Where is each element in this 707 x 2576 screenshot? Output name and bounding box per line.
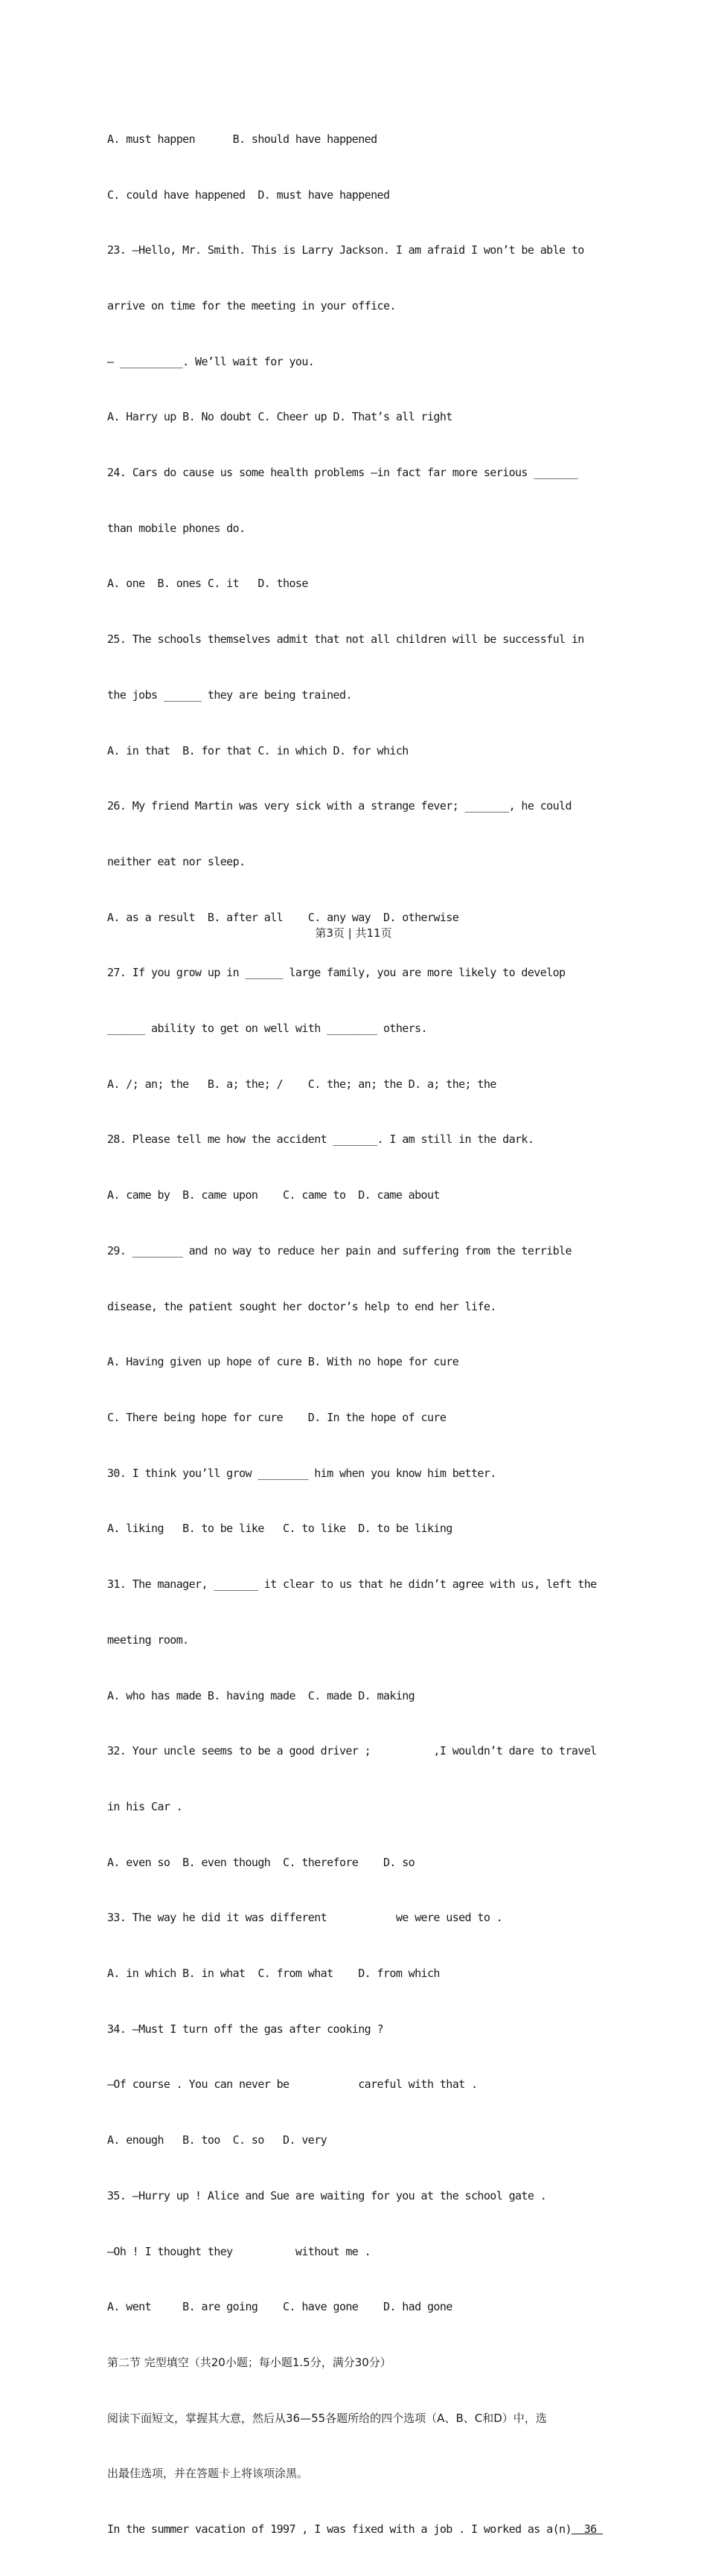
text-line: A. in that B. for that C. in which D. for which (107, 743, 409, 757)
passage-line (107, 2520, 621, 2539)
page-content (107, 93, 621, 2576)
text-line: meeting room. (107, 1633, 189, 1647)
text-line: ______ ability to get on well with ________ others. (107, 1022, 427, 1036)
text-line: neither eat nor sleep. (107, 854, 246, 868)
text-line: 26. My friend Martin was very sick with a strange fever; _______, he could (107, 799, 572, 813)
blank-36: 36 (571, 2522, 604, 2537)
text-line: 30. I think you’ll grow ________ him when you know him better. (107, 1466, 496, 1480)
text-line: —Oh ! I thought they without me . (107, 2244, 371, 2258)
text-line: C. could have happened D. must have happened (107, 188, 390, 202)
text-line: A. Harry up B. No doubt C. Cheer up D. That’s all right (107, 410, 452, 424)
text-line: in his Car . (107, 1799, 183, 1813)
text-line: 33. The way he did it was different we were used to . (107, 1911, 503, 1925)
text-line: A. Having given up hope of cure B. With no hope for cure (107, 1355, 459, 1369)
text-line: 35. —Hurry up ! Alice and Sue are waiting for you at the school gate . (107, 2188, 547, 2202)
text-line: C. There being hope for cure D. In the hope of cure (107, 1410, 447, 1424)
text-line: A. came by B. came upon C. came to D. came about (107, 1188, 440, 1202)
text-line: —Of course . You can never be careful with that . (107, 2077, 478, 2092)
text-line: than mobile phones do. (107, 521, 246, 535)
text-line: 23. —Hello, Mr. Smith. This is Larry Jackson. I am afraid I won’t be able to (107, 243, 584, 257)
text-line: A. must happen B. should have happened (107, 132, 377, 146)
section-heading: 第二节 完型填空（共20小题；每小题1.5分，满分30分） (107, 2355, 391, 2369)
instructions-line-1: 阅读下面短文，掌握其大意，然后从36—55各题所给的四个选项（A、B、C和D）中，选 (107, 2411, 547, 2425)
text-line: 34. —Must I turn off the gas after cooking ? (107, 2022, 383, 2036)
text-line: A. as a result B. after all C. any way D. otherwise (107, 910, 459, 924)
text-line: 32. Your uncle seems to be a good driver ; ,I wouldn’t dare to travel (107, 1744, 597, 1758)
page-footer: 第3页 | 共11页 (315, 926, 392, 940)
text-line: 25. The schools themselves admit that not all children will be successful in (107, 632, 584, 647)
text-line: disease, the patient sought her doctor’s help to end her life. (107, 1299, 496, 1313)
text-line: 24. Cars do cause us some health problems —in fact far more serious _______ (107, 466, 578, 480)
text-line: — __________. We’ll wait for you. (107, 354, 315, 368)
text-line: A. went B. are going C. have gone D. had gone (107, 2300, 452, 2314)
text-line: A. /; an; the B. a; the; / C. the; an; the D. a; the; the (107, 1077, 496, 1091)
text-line: arrive on time for the meeting in your office. (107, 298, 396, 313)
text-line: A. in which B. in what C. from what D. from which (107, 1967, 440, 1981)
text-line: 29. ________ and no way to reduce her pain and suffering from the terrible (107, 1243, 572, 1257)
text-line: A. who has made B. having made C. made D. making (107, 1688, 415, 1702)
text-line: 31. The manager, _______ it clear to us that he didn’t agree with us, left the (107, 1577, 597, 1592)
passage-text: In the summer vacation of 1997 , I was fixed with a job . I worked as a(n) (107, 2522, 572, 2537)
text-line: 28. Please tell me how the accident _______. I am still in the dark. (107, 1132, 534, 1147)
text-line: A. one B. ones C. it D. those (107, 577, 308, 591)
text-line: the jobs ______ they are being trained. (107, 688, 352, 702)
text-line: A. liking B. to be like C. to like D. to be liking (107, 1522, 452, 1536)
text-line: A. even so B. even though C. therefore D. so (107, 1855, 415, 1869)
text-line: A. enough B. too C. so D. very (107, 2133, 327, 2147)
text-line: 27. If you grow up in ______ large family, you are more likely to develop (107, 966, 566, 980)
instructions-line-2: 出最佳选项，并在答题卡上将该项涂黑。 (107, 2467, 309, 2481)
